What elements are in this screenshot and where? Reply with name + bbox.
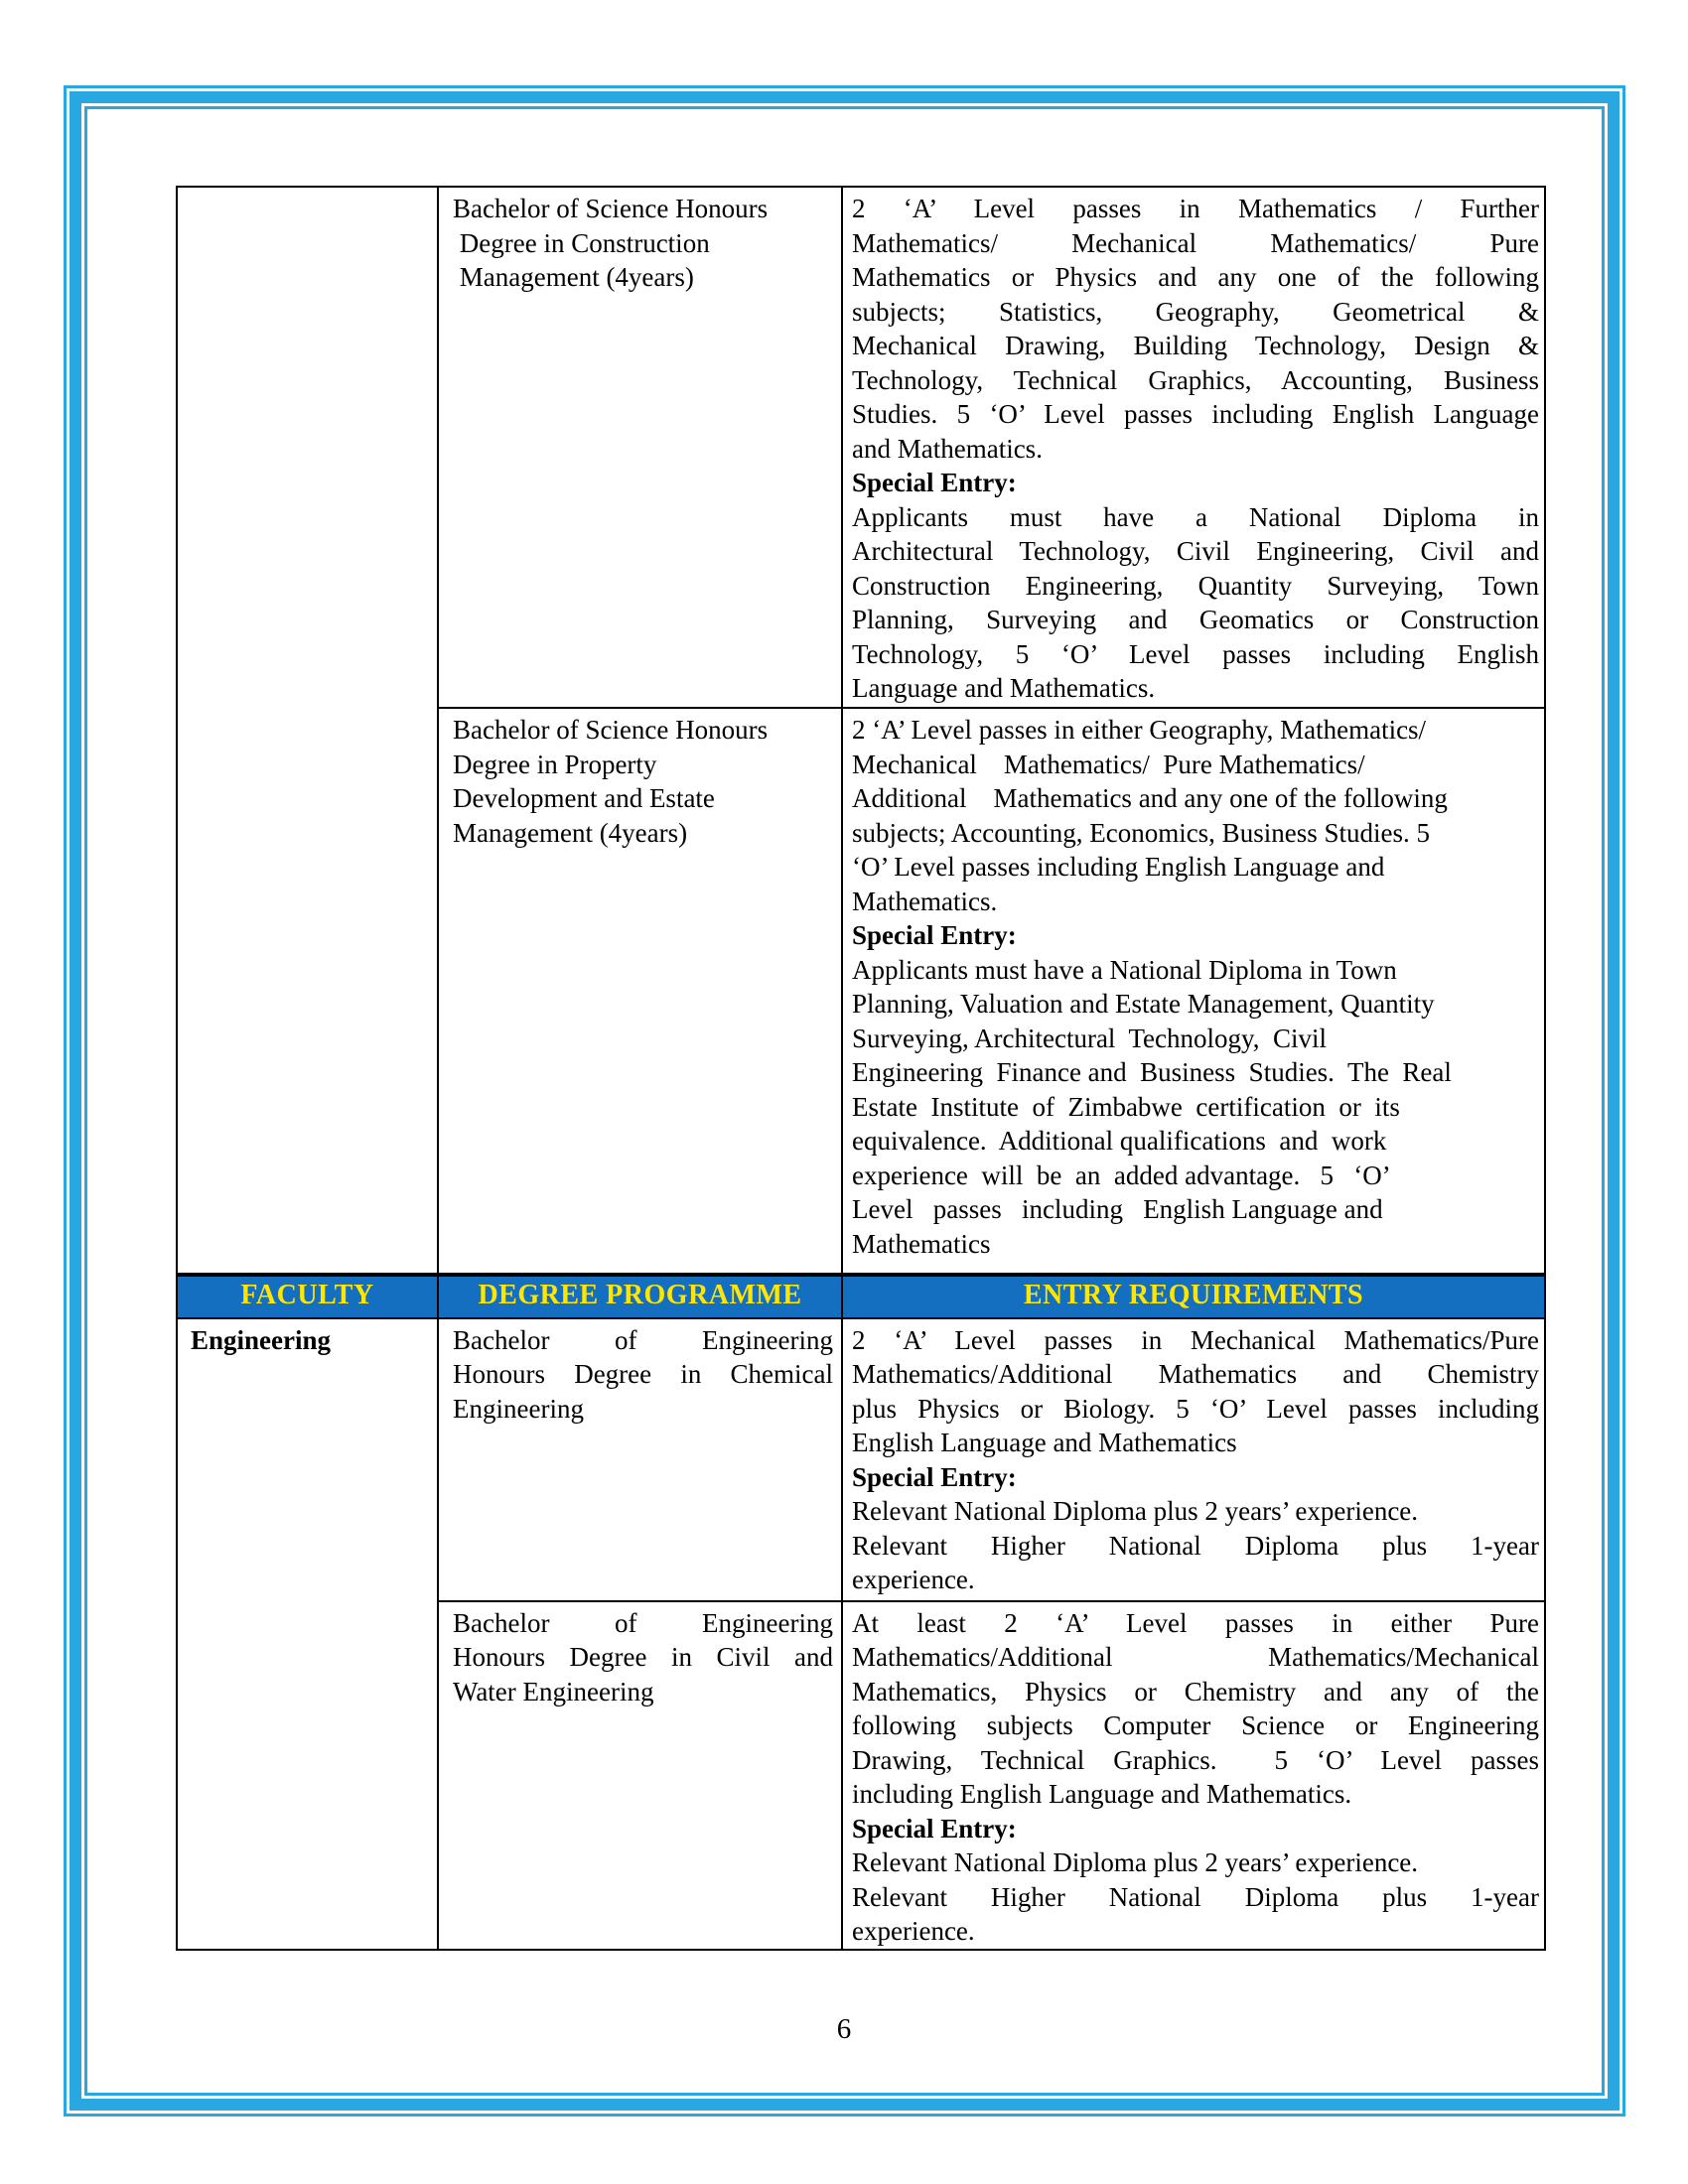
text-line: and Mathematics. [852,433,1043,464]
text-line: experience. [852,1565,975,1594]
requirements-cell-property-development [842,708,1545,1275]
text-line: 2 ‘A’ Level passes in Mathematics / Further [852,194,1539,223]
text-line: Water Engineering [453,1676,654,1706]
text-line: Engineering [453,1393,584,1424]
faculty-cell-engineering: Engineering [177,1318,438,1950]
text-line: ‘O’ Level passes including English Language and [852,852,1385,882]
text-line: Development and Estate [453,783,715,813]
text-line: Estate Institute of Zimbabwe certification or its [852,1091,1400,1122]
text-line: Language and Mathematics. [852,673,1156,703]
text-line: subjects; Accounting, Economics, Business Studies. 5 [852,817,1430,848]
header-faculty: FACULTY [177,1275,438,1318]
text-line: Construction Engineering, Quantity Surveying, Town [852,570,1539,601]
text-line: 2 ‘A’ Level passes in either Geography, Mathematics/ [852,715,1427,745]
text-line: Mathematics. [852,886,998,916]
text-line: Bachelor of Engineering [453,1607,833,1638]
text-line: Bachelor of Engineering [453,1324,833,1355]
text-line: Mathematics/Additional Mathematics and Chemistry [852,1359,1539,1389]
text-line: Studies. 5 ‘O’ Level passes including English Language [852,399,1539,429]
text-line: Special Entry: [852,1461,1017,1492]
text-line: Relevant National Diploma plus 2 years’ experience. [852,1496,1419,1526]
table-row-construction-management [177,187,1545,708]
text-line: including English Language and Mathematics. [852,1779,1352,1809]
header-entry-requirements: ENTRY REQUIREMENTS [842,1275,1545,1318]
faculty-cell-empty [177,187,438,1275]
text-line: Honours Degree in Chemical [453,1359,833,1389]
table-row-chemical-engineering [177,1318,1545,1601]
text-line: equivalence. Additional qualifications and work [852,1126,1387,1156]
page-number: 6 [836,2013,852,2045]
text-line: Mechanical Drawing, Building Technology, Design & [852,331,1539,360]
programme-cell-civil-water-engineering [438,1601,842,1950]
text-line: Special Entry: [852,920,1017,950]
text-line: Relevant National Diploma plus 2 years’ experience. [852,1847,1419,1877]
text-line: At least 2 ‘A’ Level passes in either Pure [852,1607,1539,1638]
degree-programmes-table [176,186,1546,1951]
requirements-cell-construction-management [842,187,1545,708]
programme-cell-property-development [438,708,842,1275]
text-line: Special Entry: [852,1813,1017,1843]
text-line: Mechanical Mathematics/ Pure Mathematics/ [852,749,1365,779]
text-line: Technology, 5 ‘O’ Level passes including English [852,638,1539,669]
text-line: Technology, Technical Graphics, Accounting, Business [852,364,1539,395]
text-line: Additional Mathematics and any one of the following [852,783,1448,813]
text-line: Mathematics, Physics or Chemistry and any of the [852,1676,1539,1706]
text-line: Planning, Surveying and Geomatics or Construction [852,605,1539,634]
text-line: experience. [852,1916,975,1946]
text-line: English Language and Mathematics [852,1428,1237,1457]
requirements-cell-civil-water-engineering [842,1601,1545,1950]
text-line: Bachelor of Science Honours [453,715,769,745]
text-line: Special Entry: [852,468,1017,497]
text-line: Mathematics/ Mechanical Mathematics/ Pure [852,227,1539,258]
text-line: Mathematics [852,1228,991,1259]
text-line: Applicants must have a National Diploma in Town [852,954,1397,985]
text-line: Applicants must have a National Diploma in [852,501,1539,532]
text-line: experience will be an added advantage. 5 ‘O’ [852,1160,1391,1190]
text-line: Level passes including English Language and [852,1194,1383,1224]
text-line: subjects; Statistics, Geography, Geometrical & [852,296,1539,327]
text-line: Management (4years) [453,817,688,848]
text-line: Degree in Construction [453,227,710,258]
text-line: Mathematics/Additional Mathematics/Mechanical [852,1642,1539,1672]
text-line: Relevant Higher National Diploma plus 1-year [852,1530,1539,1561]
programme-cell-construction-management [438,187,842,708]
text-line: following subjects Computer Science or Engineering [852,1710,1539,1740]
text-line: Bachelor of Science Honours [453,194,769,223]
header-degree-programme: DEGREE PROGRAMME [438,1275,842,1318]
text-line: Planning, Valuation and Estate Management, Quantity [852,989,1435,1019]
text-line: Architectural Technology, Civil Engineering, Civil and [852,536,1539,566]
text-line: Drawing, Technical Graphics. 5 ‘O’ Level passes [852,1744,1539,1775]
text-line: Relevant Higher National Diploma plus 1-year [852,1881,1539,1912]
text-line: plus Physics or Biology. 5 ‘O’ Level passes including [852,1393,1539,1424]
requirements-cell-chemical-engineering [842,1318,1545,1601]
text-line: Honours Degree in Civil and [453,1642,833,1672]
text-line: Management (4years) [453,262,694,292]
text-line: 2 ‘A’ Level passes in Mechanical Mathematics/Pure [852,1324,1539,1355]
text-line: Surveying, Architectural Technology, Civil [852,1023,1328,1053]
table-header-row [177,1275,1545,1318]
text-line: Degree in Property [453,749,657,779]
text-line: Engineering Finance and Business Studies. The Real [852,1057,1452,1087]
text-line: Mathematics or Physics and any one of the following [852,262,1539,292]
programme-cell-chemical-engineering [438,1318,842,1601]
